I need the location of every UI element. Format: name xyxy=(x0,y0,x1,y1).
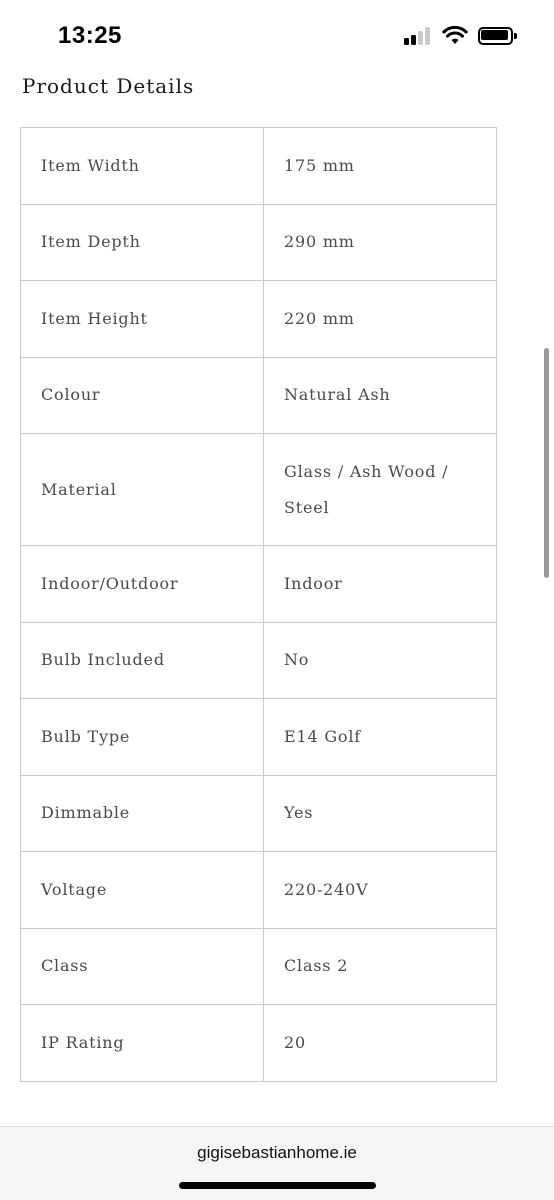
detail-label: Material xyxy=(21,434,264,546)
wifi-icon xyxy=(442,25,468,45)
detail-value: Natural Ash xyxy=(264,357,497,434)
detail-label: Item Width xyxy=(21,128,264,205)
battery-icon xyxy=(478,27,518,45)
table-row xyxy=(21,128,497,205)
detail-label: Bulb Included xyxy=(21,622,264,699)
detail-label: Colour xyxy=(21,357,264,434)
detail-label: Item Depth xyxy=(21,204,264,281)
detail-value: E14 Golf xyxy=(264,699,497,776)
detail-value: Indoor xyxy=(264,546,497,623)
home-indicator[interactable] xyxy=(179,1182,376,1189)
table-row xyxy=(21,546,497,623)
table-row xyxy=(21,357,497,434)
detail-label: Indoor/Outdoor xyxy=(21,546,264,623)
detail-label: Dimmable xyxy=(21,775,264,852)
table-row xyxy=(21,204,497,281)
detail-label: Voltage xyxy=(21,852,264,929)
page-title: Product Details xyxy=(22,74,195,98)
page-scrollbar[interactable] xyxy=(544,348,549,578)
table-row xyxy=(21,775,497,852)
table-row xyxy=(21,852,497,929)
product-details-table xyxy=(20,127,497,1082)
detail-label: Bulb Type xyxy=(21,699,264,776)
detail-value: 220 mm xyxy=(264,281,497,358)
status-time: 13:25 xyxy=(58,22,122,49)
url-text[interactable]: gigisebastianhome.ie xyxy=(197,1143,357,1162)
table-row xyxy=(21,699,497,776)
table-row xyxy=(21,622,497,699)
browser-address-bar[interactable] xyxy=(0,1126,554,1200)
table-row xyxy=(21,1005,497,1082)
detail-label: Class xyxy=(21,928,264,1005)
table-row xyxy=(21,928,497,1005)
detail-value: 220-240V xyxy=(264,852,497,929)
table-row xyxy=(21,434,497,546)
detail-label: Item Height xyxy=(21,281,264,358)
detail-value: No xyxy=(264,622,497,699)
cellular-signal-icon xyxy=(404,27,434,45)
detail-label: IP Rating xyxy=(21,1005,264,1082)
detail-value: Yes xyxy=(264,775,497,852)
table-row xyxy=(21,281,497,358)
detail-value: Glass / Ash Wood / Steel xyxy=(264,434,497,546)
detail-value: 175 mm xyxy=(264,128,497,205)
detail-value: 20 xyxy=(264,1005,497,1082)
detail-value: 290 mm xyxy=(264,204,497,281)
detail-value: Class 2 xyxy=(264,928,497,1005)
status-bar xyxy=(0,0,554,70)
